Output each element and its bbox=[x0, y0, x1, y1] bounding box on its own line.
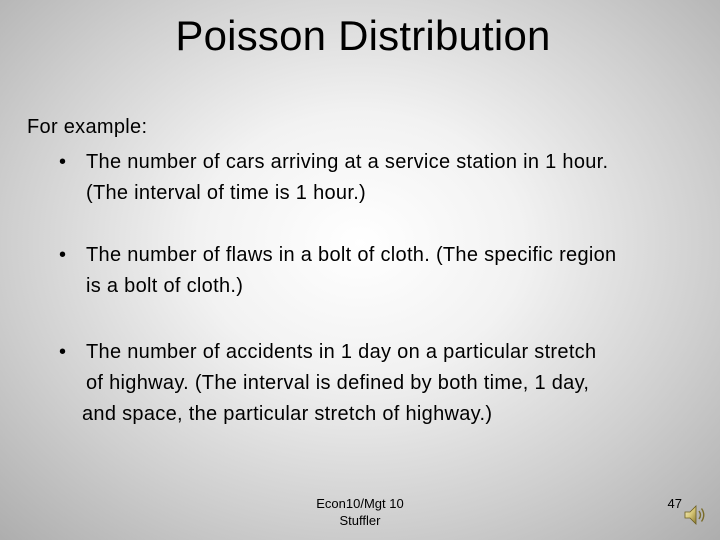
bullet-dot: • bbox=[59, 151, 67, 173]
footer-author-line: Stuffler bbox=[339, 513, 381, 528]
bullet-item bbox=[27, 337, 717, 430]
bullet-item bbox=[27, 147, 717, 209]
bullet-list bbox=[27, 147, 717, 430]
footer-course-line: Econ10/Mgt 10 bbox=[316, 496, 404, 511]
bullet-dot: • bbox=[59, 244, 67, 266]
bullet-line: The number of flaws in a bolt of cloth. (The specific region bbox=[86, 244, 617, 266]
slide-title: Poisson Distribution bbox=[175, 12, 551, 59]
bullet-line: of highway. (The interval is defined by both time, 1 day, bbox=[86, 372, 590, 394]
intro-text: For example: bbox=[27, 116, 148, 138]
bullet-line: The number of cars arriving at a service station in 1 hour. bbox=[86, 151, 609, 173]
footer-course bbox=[300, 495, 420, 529]
bullet-line: (The interval of time is 1 hour.) bbox=[86, 182, 367, 204]
speaker-icon[interactable] bbox=[683, 502, 709, 528]
bullet-line: and space, the particular stretch of highway.) bbox=[82, 403, 493, 425]
bullet-dot: • bbox=[59, 341, 67, 363]
slide-body bbox=[27, 112, 717, 430]
bullet-line: is a bolt of cloth.) bbox=[86, 275, 244, 297]
bullet-line: The number of accidents in 1 day on a particular stretch bbox=[86, 341, 597, 363]
page-number: 47 bbox=[667, 496, 682, 511]
bullet-item bbox=[27, 240, 717, 302]
